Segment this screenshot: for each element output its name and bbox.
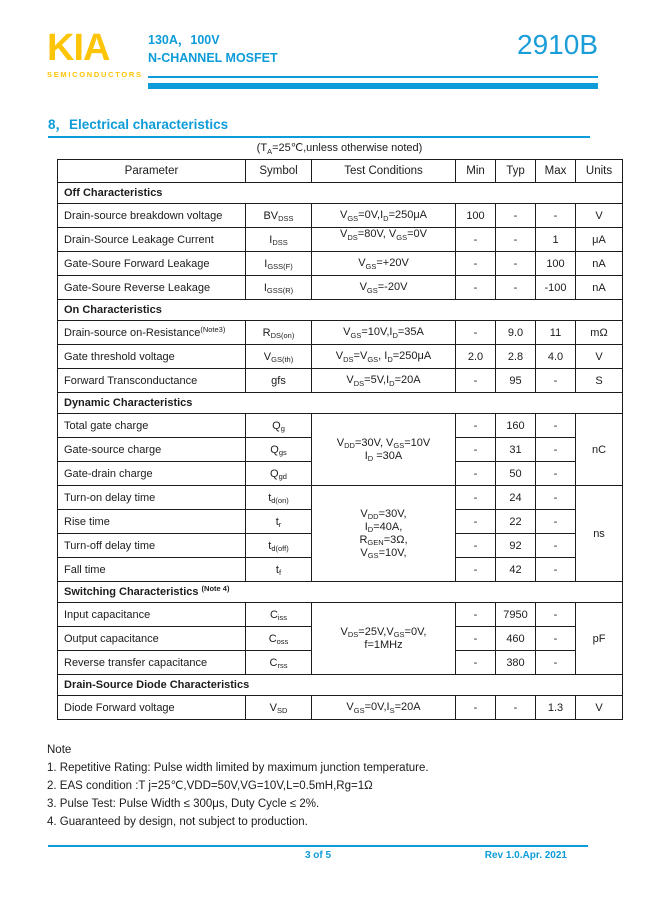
conditions-cell-merged: $V_{DD}=30V$, $I_D=40A$, $R_{GEN}=3\Omega$, $V_{GS}=10V$,: [312, 486, 456, 582]
section-title: Switching Characteristics $^{(Note 4)}$: [58, 582, 623, 603]
min-cell: -: [456, 558, 496, 582]
section-row-off: [58, 183, 623, 204]
part-number: 2910B: [517, 29, 598, 60]
typ-cell: 460: [496, 627, 536, 651]
section-row-diode: [58, 675, 623, 696]
device-summary: [148, 31, 278, 67]
units-cell: S: [576, 369, 623, 393]
units-cell: nA: [576, 276, 623, 300]
units-cell: nA: [576, 252, 623, 276]
symbol-cell: $t_{d(off)}$: [246, 534, 312, 558]
conditions-cell: $V_{DS}=5V,I_D=20A$: [312, 369, 456, 393]
param-cell: Turn-on delay time: [58, 486, 246, 510]
symbol-cell: $t_f$: [246, 558, 312, 582]
units-cell-merged: ns: [576, 486, 623, 582]
symbol-cell: $V_{GS(th)}$: [246, 345, 312, 369]
conditions-cell: $V_{DS}=80V$, $V_{GS}=0V$: [312, 228, 456, 252]
table-row: [58, 603, 623, 627]
notes-title: Note: [47, 744, 72, 756]
typ-cell: -: [496, 276, 536, 300]
min-cell: -: [456, 228, 496, 252]
table-row: [58, 414, 623, 438]
param-cell: Gate-drain charge: [58, 462, 246, 486]
table-row: [58, 228, 623, 252]
header-rule-thin: [148, 76, 598, 78]
typ-cell: -: [496, 696, 536, 720]
col-header-symbol: Symbol: [246, 160, 312, 183]
table-header-row: [58, 160, 623, 183]
col-header-units: Units: [576, 160, 623, 183]
table-row: [58, 369, 623, 393]
max-cell: -: [536, 462, 576, 486]
param-cell: Total gate charge: [58, 414, 246, 438]
max-cell: -: [536, 651, 576, 675]
typ-cell: 24: [496, 486, 536, 510]
param-cell: Output capacitance: [58, 627, 246, 651]
symbol-cell: $BV_{DSS}$: [246, 204, 312, 228]
kia-logo: KIA: [47, 27, 110, 69]
typ-cell: 9.0: [496, 321, 536, 345]
symbol-cell: $I_{DSS}$: [246, 228, 312, 252]
max-cell: 1: [536, 228, 576, 252]
max-cell: -100: [536, 276, 576, 300]
max-cell: -: [536, 627, 576, 651]
section-title: Dynamic Characteristics: [58, 393, 623, 414]
symbol-cell: $I_{GSS(F)}$: [246, 252, 312, 276]
param-cell: Rise time: [58, 510, 246, 534]
min-cell: -: [456, 462, 496, 486]
min-cell: 100: [456, 204, 496, 228]
symbol-cell: $C_{iss}$: [246, 603, 312, 627]
conditions-cell: $V_{GS}=0V,I_D=250\mu A$: [312, 204, 456, 228]
section-row-dynamic: [58, 393, 623, 414]
conditions-cell-merged: $V_{DD}=30V$, $V_{GS}=10V$ $I_D =30A$: [312, 414, 456, 486]
notes-block: [47, 741, 429, 831]
section-title: On Characteristics: [58, 300, 623, 321]
max-cell: -: [536, 438, 576, 462]
header-rule-thick: [148, 83, 598, 89]
note-item: 1. Repetitive Rating: Pulse width limited by maximum junction temperature.: [47, 762, 429, 774]
typ-cell: 160: [496, 414, 536, 438]
section-row-switching: [58, 582, 623, 603]
table-row: [58, 252, 623, 276]
note-item: 3. Pulse Test: Pulse Width ≤ 300μs, Duty Cycle ≤ 2%.: [47, 798, 320, 810]
table-row: [58, 486, 623, 510]
symbol-cell: $t_{d(on)}$: [246, 486, 312, 510]
min-cell: -: [456, 414, 496, 438]
units-cell-merged: nC: [576, 414, 623, 486]
page-title: 8，Electrical characteristics: [48, 113, 590, 138]
param-cell: Drain-source breakdown voltage: [58, 204, 246, 228]
param-cell: Turn-off delay time: [58, 534, 246, 558]
min-cell: -: [456, 252, 496, 276]
param-cell: Gate threshold voltage: [58, 345, 246, 369]
conditions-cell-merged: $V_{DS}=25V,V_{GS}=0V$, f=1MHz: [312, 603, 456, 675]
conditions-cell: $V_{GS}=+20V$: [312, 252, 456, 276]
footer-rule: [48, 845, 588, 847]
param-cell: Fall time: [58, 558, 246, 582]
symbol-cell: $C_{rss}$: [246, 651, 312, 675]
table-row: [58, 696, 623, 720]
param-cell: Drain-source on-Resistance$^{(Note3)}$: [58, 321, 246, 345]
symbol-cell: $t_r$: [246, 510, 312, 534]
param-cell: Reverse transfer capacitance: [58, 651, 246, 675]
min-cell: -: [456, 627, 496, 651]
symbol-cell: $Q_{gd}$: [246, 462, 312, 486]
device-type: N-CHANNEL MOSFET: [148, 51, 278, 65]
max-cell: -: [536, 510, 576, 534]
max-cell: -: [536, 414, 576, 438]
typ-cell: 22: [496, 510, 536, 534]
min-cell: -: [456, 369, 496, 393]
symbol-cell: gfs: [246, 369, 312, 393]
min-cell: -: [456, 486, 496, 510]
typ-cell: 380: [496, 651, 536, 675]
page-number: 3 of 5: [304, 850, 332, 861]
typ-cell: 95: [496, 369, 536, 393]
table-row: [58, 345, 623, 369]
min-cell: -: [456, 696, 496, 720]
max-cell: -: [536, 603, 576, 627]
brand-block: [47, 28, 143, 79]
units-cell-merged: pF: [576, 603, 623, 675]
typ-cell: 7950: [496, 603, 536, 627]
conditions-cell: $V_{DS}=V_{GS}$, $I_D=250\mu A$: [312, 345, 456, 369]
table-condition-note: ($T_A=25℃,unless$ otherwise noted): [256, 142, 423, 156]
min-cell: -: [456, 510, 496, 534]
units-cell: mΩ: [576, 321, 623, 345]
param-cell: Gate-Soure Reverse Leakage: [58, 276, 246, 300]
col-header-min: Min: [456, 160, 496, 183]
min-cell: -: [456, 603, 496, 627]
max-cell: 100: [536, 252, 576, 276]
max-cell: -: [536, 534, 576, 558]
conditions-cell: $V_{GS}=10V,I_D=35A$: [312, 321, 456, 345]
brand-tagline: SEMICONDUCTORS: [47, 70, 143, 79]
max-cell: -: [536, 204, 576, 228]
symbol-cell: $Q_{gs}$: [246, 438, 312, 462]
typ-cell: 42: [496, 558, 536, 582]
conditions-cell: $V_{GS}=0V,I_S=20A$: [312, 696, 456, 720]
section-title: Off Characteristics: [58, 183, 623, 204]
note-item: 2. EAS condition :T j=25℃,VDD=50V,VG=10V,L=0.5mH,Rg=1Ω: [47, 780, 373, 792]
table-row: [58, 204, 623, 228]
max-cell: -: [536, 369, 576, 393]
typ-cell: 50: [496, 462, 536, 486]
table-row: [58, 321, 623, 345]
max-cell: 4.0: [536, 345, 576, 369]
symbol-cell: $Q_g$: [246, 414, 312, 438]
col-header-conditions: Test Conditions: [312, 160, 456, 183]
conditions-cell: $V_{GS}=-20V$: [312, 276, 456, 300]
min-cell: -: [456, 276, 496, 300]
min-cell: -: [456, 651, 496, 675]
typ-cell: 2.8: [496, 345, 536, 369]
param-cell: Diode Forward voltage: [58, 696, 246, 720]
max-cell: 11: [536, 321, 576, 345]
typ-cell: 92: [496, 534, 536, 558]
max-cell: -: [536, 486, 576, 510]
typ-cell: -: [496, 228, 536, 252]
typ-cell: -: [496, 252, 536, 276]
units-cell: V: [576, 345, 623, 369]
note-item: 4. Guaranteed by design, not subject to production.: [47, 816, 308, 828]
max-cell: 1.3: [536, 696, 576, 720]
section-title: Drain-Source Diode Characteristics: [58, 675, 623, 696]
min-cell: -: [456, 438, 496, 462]
table-row: [58, 276, 623, 300]
symbol-cell: $V_{SD}$: [246, 696, 312, 720]
revision-label: Rev 1.0.Apr. 2021: [484, 850, 567, 861]
units-cell: V: [576, 696, 623, 720]
min-cell: 2.0: [456, 345, 496, 369]
col-header-parameter: Parameter: [58, 160, 246, 183]
col-header-typ: Typ: [496, 160, 536, 183]
param-cell: Gate-source charge: [58, 438, 246, 462]
typ-cell: -: [496, 204, 536, 228]
symbol-cell: $C_{oss}$: [246, 627, 312, 651]
section-row-on: [58, 300, 623, 321]
device-rating: 130A，100V: [148, 33, 220, 47]
symbol-cell: $R_{DS(on)}$: [246, 321, 312, 345]
col-header-max: Max: [536, 160, 576, 183]
units-cell: V: [576, 204, 623, 228]
param-cell: Drain-Source Leakage Current: [58, 228, 246, 252]
param-cell: Input capacitance: [58, 603, 246, 627]
max-cell: -: [536, 558, 576, 582]
param-cell: Gate-Soure Forward Leakage: [58, 252, 246, 276]
units-cell: μA: [576, 228, 623, 252]
typ-cell: 31: [496, 438, 536, 462]
param-cell: Forward Transconductance: [58, 369, 246, 393]
electrical-characteristics-table: [57, 159, 623, 720]
min-cell: -: [456, 534, 496, 558]
min-cell: -: [456, 321, 496, 345]
symbol-cell: $I_{GSS(R)}$: [246, 276, 312, 300]
